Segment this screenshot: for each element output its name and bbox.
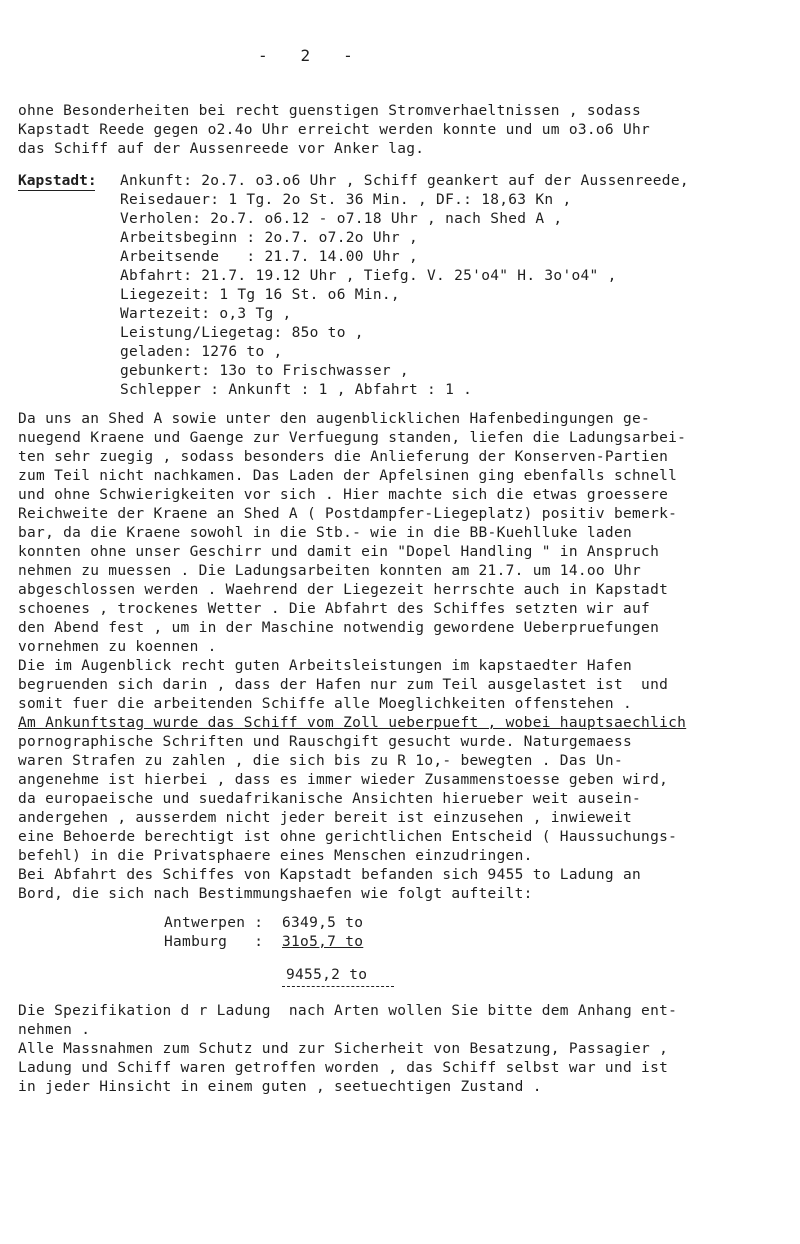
port-detail: Arbeitsende : 21.7. 14.00 Uhr , — [120, 249, 418, 265]
body-line: Bei Abfahrt des Schiffes von Kapstadt befanden sich 9455 to Ladung an — [18, 867, 642, 883]
port-label: Kapstadt: — [18, 173, 97, 189]
body-line: Bord, die sich nach Bestimmungshaefen wie folgt aufteilt: — [18, 886, 533, 902]
body-line: nuegend Kraene und Gaenge zur Verfuegung standen, liefen die Ladungsarbei- — [18, 430, 687, 446]
port-detail: Verholen: 2o.7. o6.12 - o7.18 Uhr , nach Shed A , — [120, 211, 563, 227]
body-line: waren Strafen zu zahlen , die sich bis zu R 1o,- bewegten . Das Un- — [18, 753, 623, 769]
body-line: da europaeische und suedafrikanische Ansichten hierueber weit ausein- — [18, 791, 642, 807]
port-detail: Ankunft: 2o.7. o3.o6 Uhr , Schiff geankert auf der Aussenreede, — [120, 173, 689, 189]
port-detail: Schlepper : Ankunft : 1 , Abfahrt : 1 . — [120, 382, 473, 398]
body-line: nehmen zu muessen . Die Ladungsarbeiten konnten am 21.7. um 14.oo Uhr — [18, 563, 642, 579]
port-detail: Arbeitsbeginn : 2o.7. o7.2o Uhr , — [120, 230, 418, 246]
port-detail: Liegezeit: 1 Tg 16 St. o6 Min., — [120, 287, 400, 303]
body-line: den Abend fest , um in der Maschine notwendig gewordene Ueberpruefungen — [18, 620, 660, 636]
distribution-total: 9455,2 to — [286, 967, 368, 983]
distribution-port: Hamburg : — [164, 934, 264, 950]
intro-line: das Schiff auf der Aussenreede vor Anker lag. — [18, 141, 425, 157]
distribution-amount: 31o5,7 to — [282, 934, 364, 950]
body-line: angenehme ist hierbei , dass es immer wieder Zusammenstoesse geben wird, — [18, 772, 669, 788]
body-line: eine Behoerde berechtigt ist ohne gerichtlichen Entscheid ( Haussuchungs- — [18, 829, 678, 845]
intro-line: Kapstadt Reede gegen o2.4o Uhr erreicht werden konnte und um o3.o6 Uhr — [18, 122, 651, 138]
body-line: somit fuer die arbeitenden Schiffe alle Moeglichkeiten offenstehen . — [18, 696, 633, 712]
closing-line: Alle Massnahmen zum Schutz und zur Sicherheit von Besatzung, Passagier , — [18, 1041, 669, 1057]
body-line: und ohne Schwierigkeiten vor sich . Hier machte sich die etwas groessere — [18, 487, 669, 503]
port-detail: Reisedauer: 1 Tg. 2o St. 36 Min. , DF.: 18,63 Kn , — [120, 192, 572, 208]
page-number: - 2 - — [258, 46, 354, 65]
closing-line: Die Spezifikation d r Ladung nach Arten wollen Sie bitte dem Anhang ent- — [18, 1003, 678, 1019]
port-detail: Wartezeit: o,3 Tg , — [120, 306, 292, 322]
total-underline — [282, 986, 394, 987]
closing-line: in jeder Hinsicht in einem guten , seetuechtigen Zustand . — [18, 1079, 542, 1095]
body-line: pornographische Schriften und Rauschgift gesucht wurde. Naturgemaess — [18, 734, 633, 750]
body-line: bar, da die Kraene sowohl in die Stb.- wie in die BB-Kuehlluke laden — [18, 525, 633, 541]
intro-line: ohne Besonderheiten bei recht guenstigen Stromverhaeltnissen , sodass — [18, 103, 642, 119]
body-line: vornehmen zu koennen . — [18, 639, 217, 655]
body-line: abgeschlossen werden . Waehrend der Liegezeit herrschte auch in Kapstadt — [18, 582, 669, 598]
port-detail: Leistung/Liegetag: 85o to , — [120, 325, 364, 341]
body-line: zum Teil nicht nachkamen. Das Laden der Apfelsinen ging ebenfalls schnell — [18, 468, 678, 484]
port-detail: geladen: 1276 to , — [120, 344, 283, 360]
body-line: ten sehr zuegig , sodass besonders die Anlieferung der Konserven-Partien — [18, 449, 669, 465]
closing-line: nehmen . — [18, 1022, 91, 1038]
body-line: Am Ankunftstag wurde das Schiff vom Zoll ueberpueft , wobei hauptsaechlich — [18, 715, 687, 731]
distribution-port: Antwerpen : — [164, 915, 264, 931]
port-detail: gebunkert: 13o to Frischwasser , — [120, 363, 409, 379]
port-detail: Abfahrt: 21.7. 19.12 Uhr , Tiefg. V. 25'o4" H. 3o'o4" , — [120, 268, 617, 284]
body-line: konnten ohne unser Geschirr und damit ein "Dopel Handling " in Anspruch — [18, 544, 660, 560]
body-line: begruenden sich darin , dass der Hafen nur zum Teil ausgelastet ist und — [18, 677, 669, 693]
body-line: Reichweite der Kraene an Shed A ( Postdampfer-Liegeplatz) positiv bemerk- — [18, 506, 678, 522]
closing-line: Ladung und Schiff waren getroffen worden , das Schiff selbst war und ist — [18, 1060, 669, 1076]
body-line: Da uns an Shed A sowie unter den augenblicklichen Hafenbedingungen ge- — [18, 411, 651, 427]
body-line: schoenes , trockenes Wetter . Die Abfahrt des Schiffes setzten wir auf — [18, 601, 651, 617]
body-line: andergehen , ausserdem nicht jeder bereit ist einzusehen , inwieweit — [18, 810, 633, 826]
body-line: Die im Augenblick recht guten Arbeitsleistungen im kapstaedter Hafen — [18, 658, 633, 674]
distribution-amount: 6349,5 to — [282, 915, 364, 931]
body-line: befehl) in die Privatsphaere eines Menschen einzudringen. — [18, 848, 533, 864]
